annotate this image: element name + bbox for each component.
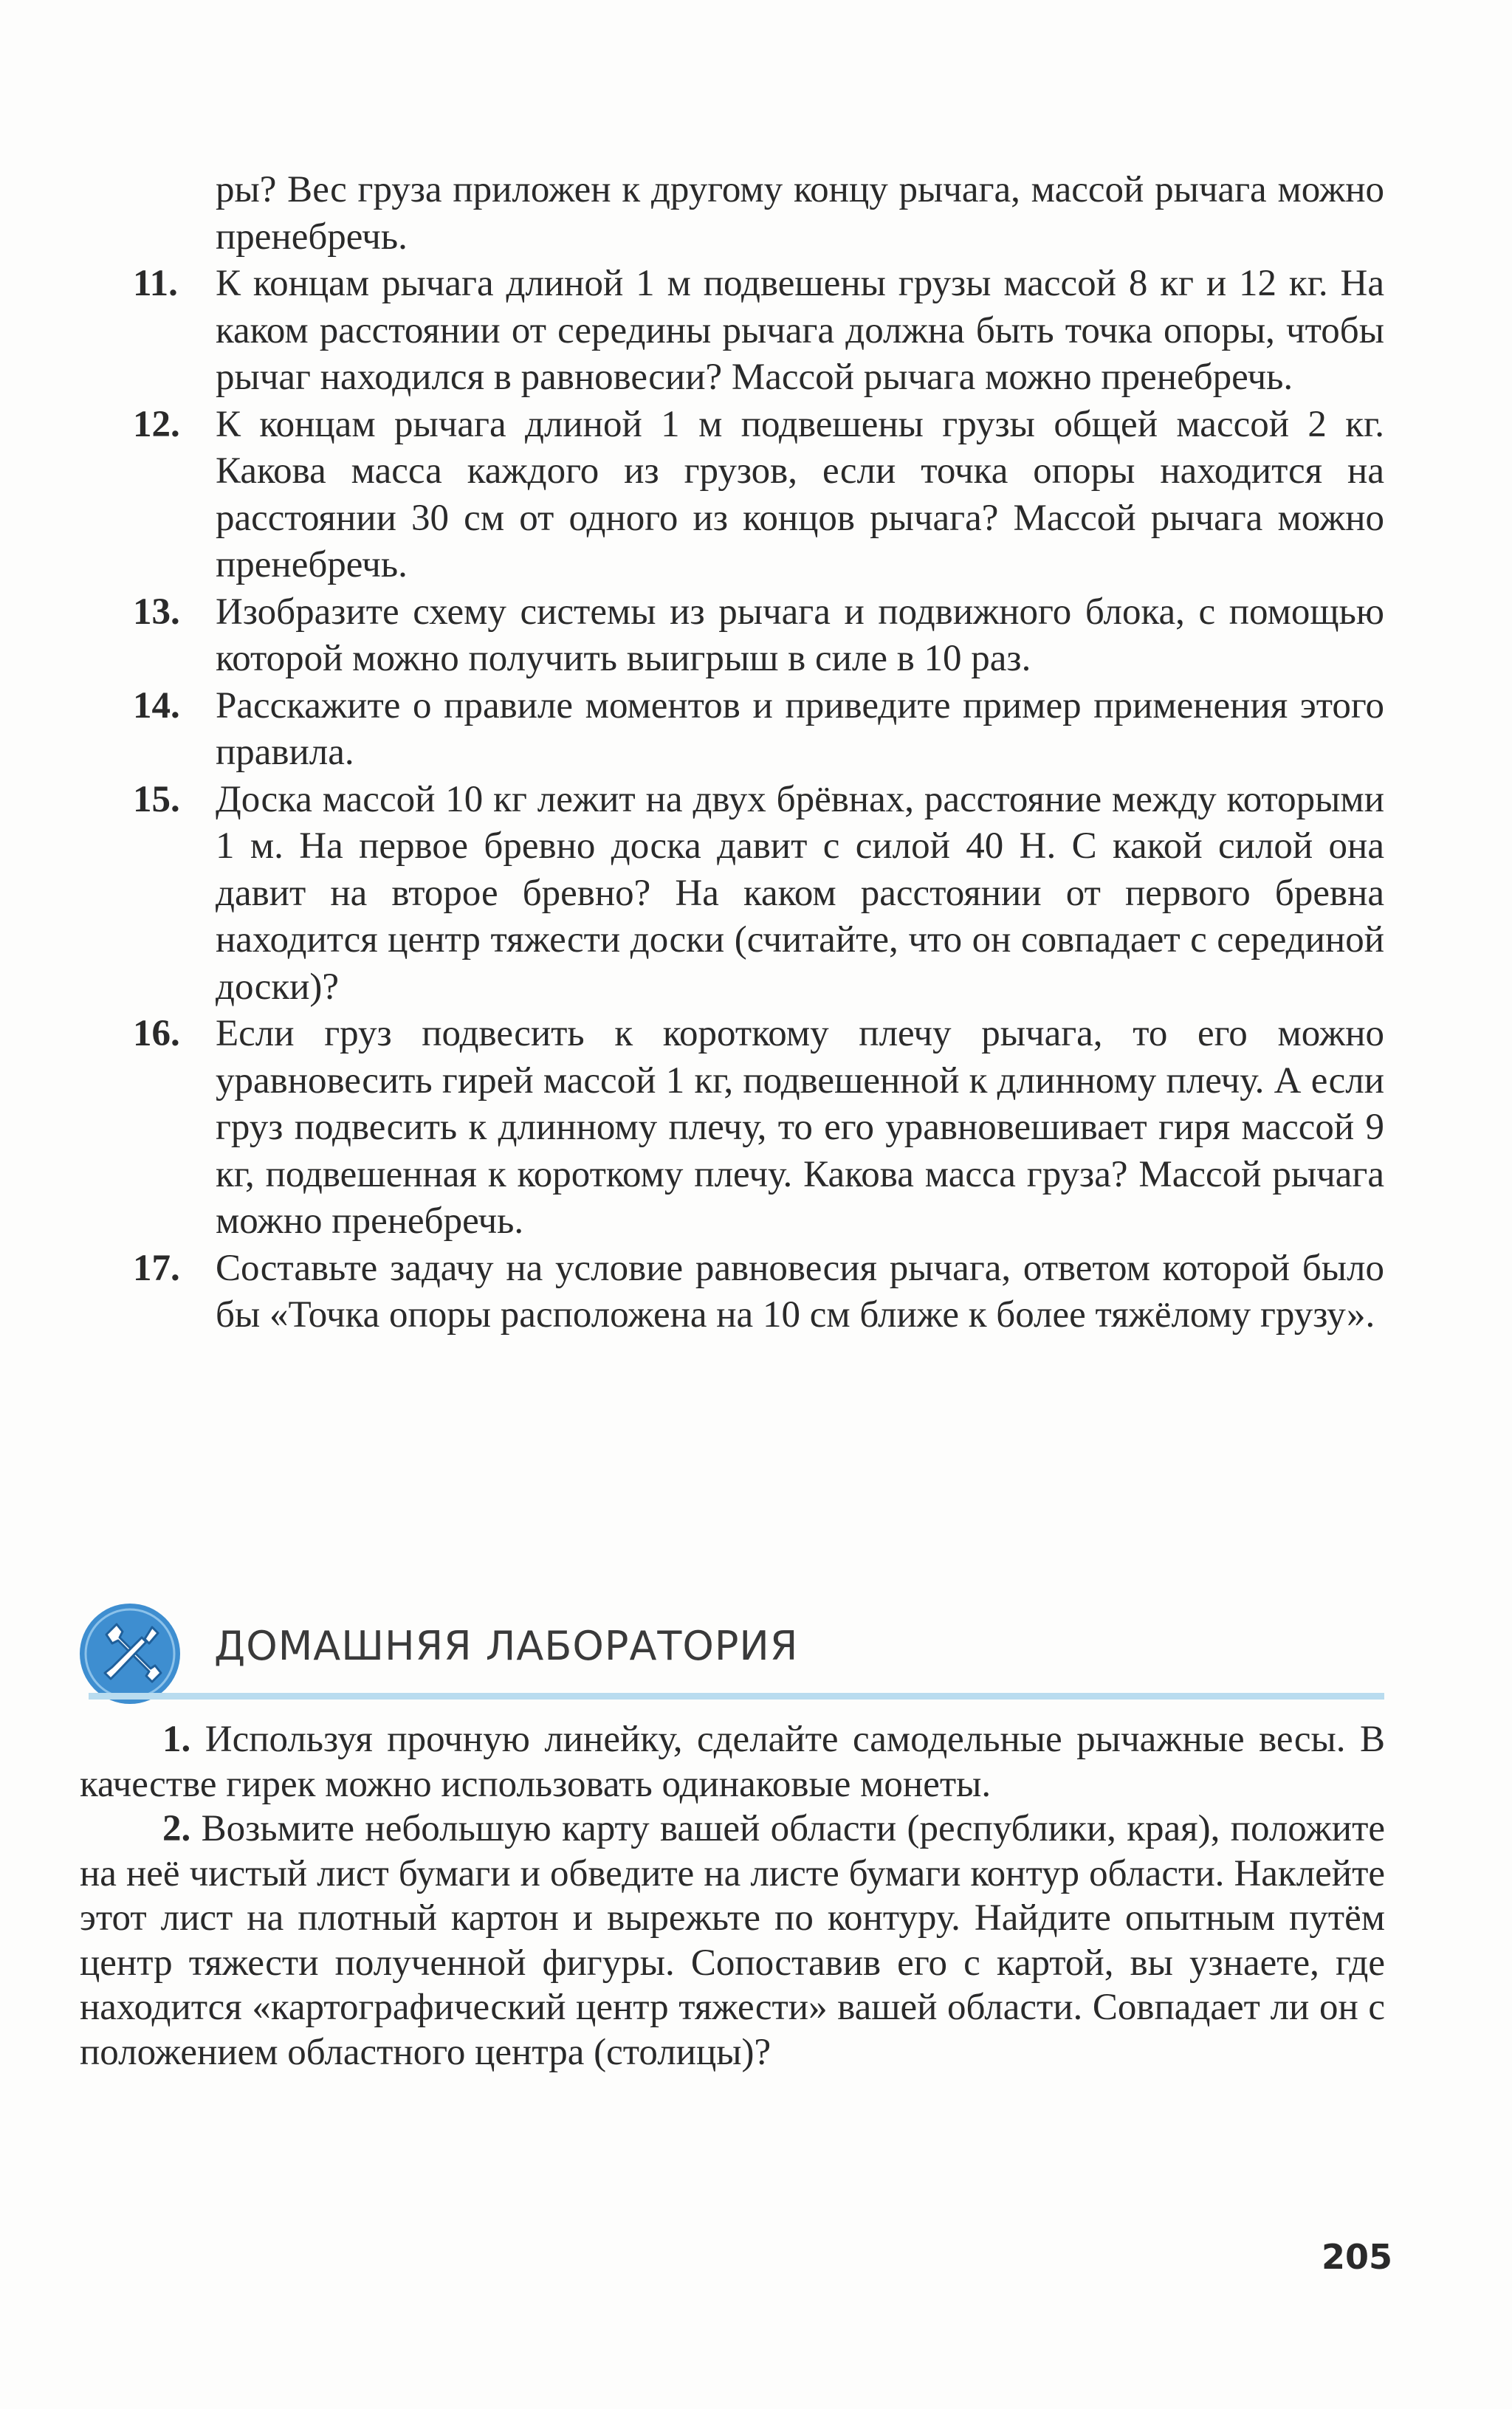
lab-task-number: 1. [162,1719,191,1760]
problem-14 [133,683,1384,777]
problem-16 [133,1011,1384,1245]
problem-number: 13. [133,591,180,633]
problem-13 [133,589,1384,683]
section-divider [89,1693,1384,1700]
problem-text: Если груз подвесить к короткому плечу рычага, то его можно уравновесить гирей массой 1 кг, подвешенной к длинному плечу. А если груз подвесить к длинному плечу, то его уравновешивает гиря массой 9 кг, подвешенная к короткому плечу. Какова масса груза? Массой рычага можно пренебречь. [216,1013,1384,1242]
crossed-tools-icon [78,1602,182,1705]
home-lab-header [74,1593,1388,1704]
lab-task-text: Возьмите небольшую карту вашей области (республики, края), положите на неё чистый лист бумаги и обведите на листе бумаги контур области. Наклейте этот лист на плотный картон и вырежьте по контуру. Найдите опытным путём центр тяжести полученной фигуры. Сопоставив его с картой, вы узнаете, где находится «картографический центр тяжести» вашей области. Совпадает ли он с положением областного центра (столицы)? [80,1808,1385,2073]
lab-task-2 [80,1807,1385,2075]
problem-list [133,167,1384,1339]
problem-number: 14. [133,684,180,726]
problem-number: 15. [133,778,180,820]
home-lab-tasks [80,1717,1385,2075]
problem-text: К концам рычага длиной 1 м подвешены грузы массой 8 кг и 12 кг. На каком расстоянии от середины рычага должна быть точка опоры, чтобы рычаг находился в равновесии? Массой рычага можно пренебречь. [216,263,1384,398]
problem-number: 12. [133,403,180,445]
problem-12 [133,402,1384,589]
problem-15 [133,777,1384,1011]
problem-number: 11. [133,263,178,304]
problem-text: Изобразите схему системы из рычага и подвижного блока, с помощью которой можно получить выигрыш в силе в 10 раз. [216,591,1384,679]
home-lab-title: ДОМАШНЯЯ ЛАБОРАТОРИЯ [214,1623,799,1669]
problem-text: ры? Вес груза приложен к другому концу рычага, массой рычага можно пренебречь. [216,169,1384,258]
lab-task-1 [80,1717,1385,1807]
problem-text: К концам рычага длиной 1 м подвешены грузы общей массой 2 кг. Какова масса каждого из грузов, если точка опоры находится на расстоянии 30 см от одного из концов рычага? Массой рычага можно пренебречь. [216,403,1384,585]
problem-text: Составьте задачу на условие равновесия рычага, ответом которой было бы «Точка опоры расположена на 10 см ближе к более тяжёлому грузу». [216,1247,1384,1336]
problem-11 [133,261,1384,402]
problem-17 [133,1245,1384,1339]
page-number: 205 [1322,2237,1393,2277]
lab-task-number: 2. [162,1808,191,1849]
problem-number: 16. [133,1013,180,1054]
problem-number: 17. [133,1247,180,1289]
problem-text: Доска массой 10 кг лежит на двух брёвнах, расстояние между которыми 1 м. На первое бревно доска давит с силой 40 Н. С какой силой она давит на второе бревно? На каком расстоянии от первого бревна находится центр тяжести доски (считайте, что он совпадает с серединой доски)? [216,778,1384,1008]
problem-continuation [133,167,1384,261]
problem-text: Расскажите о правиле моментов и приведите пример применения этого правила. [216,684,1384,773]
lab-task-text: Используя прочную линейку, сделайте самодельные рычажные весы. В качестве гирек можно использовать одинаковые монеты. [80,1719,1386,1805]
